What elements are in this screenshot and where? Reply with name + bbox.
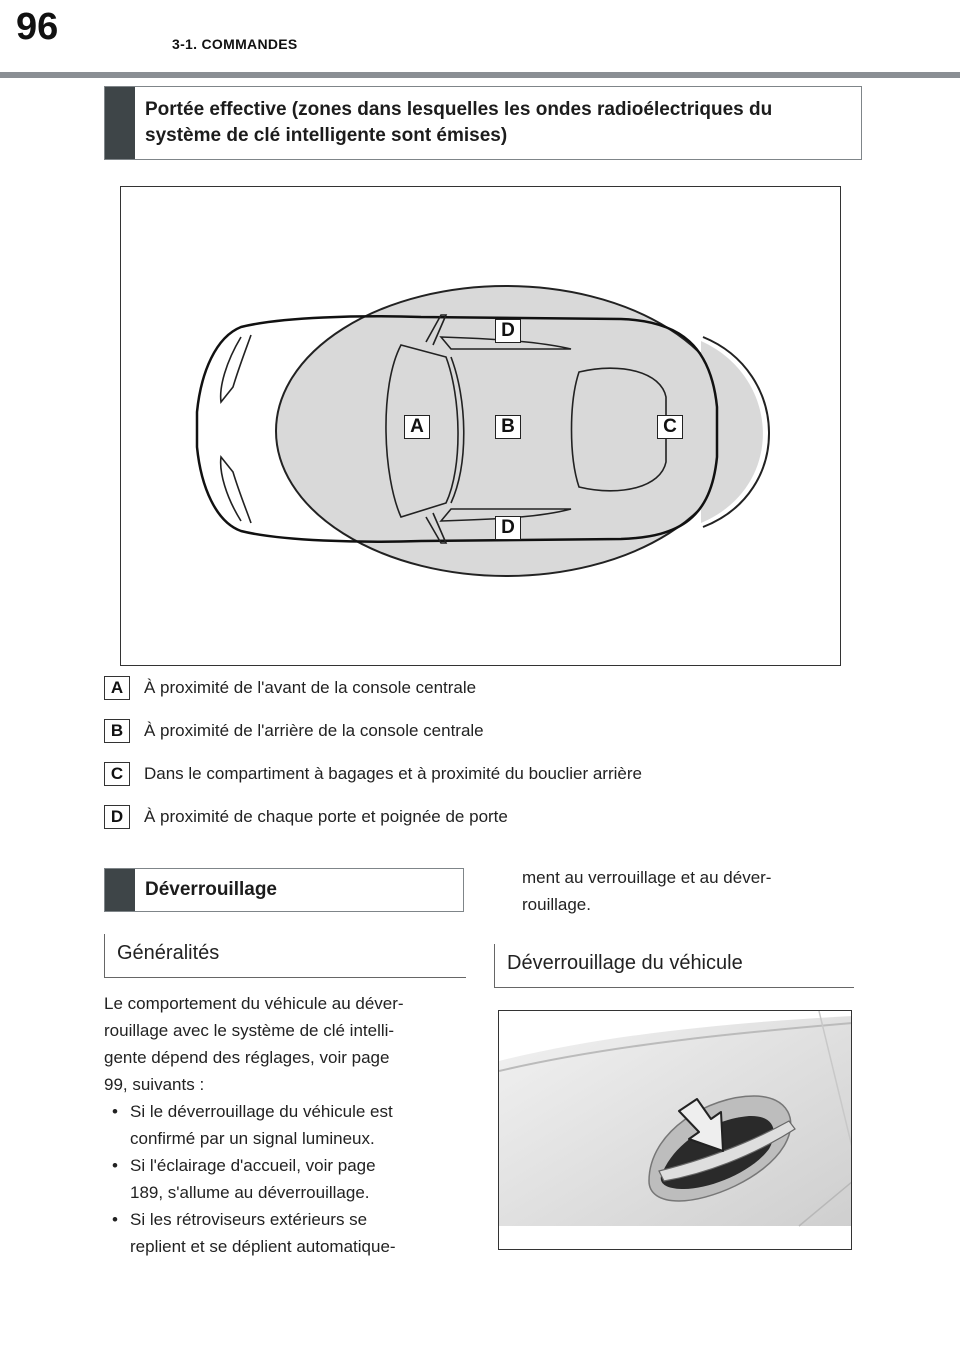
zone-label-d-top: D bbox=[495, 319, 521, 343]
legend-text: À proximité de chaque porte et poignée de porte bbox=[144, 807, 508, 826]
door-handle-photo bbox=[498, 1010, 852, 1250]
legend-key: D bbox=[104, 805, 130, 829]
bullet-dot: • bbox=[112, 1156, 118, 1175]
zone-label-c: C bbox=[657, 415, 683, 439]
chapter-title: 3-1. COMMANDES bbox=[172, 36, 298, 52]
range-figure bbox=[120, 186, 841, 666]
bullet-line: Si l'éclairage d'accueil, voir page bbox=[130, 1156, 376, 1175]
legend-key: B bbox=[104, 719, 130, 743]
zone-label-d-bottom: D bbox=[495, 516, 521, 540]
section-heading-unlock bbox=[104, 868, 464, 912]
legend-text: À proximité de l'arrière de la console centrale bbox=[144, 721, 484, 740]
intro-line: rouillage avec le système de clé intelli- bbox=[104, 1021, 395, 1040]
subheading-general: Généralités bbox=[104, 934, 466, 978]
legend-key: C bbox=[104, 762, 130, 786]
bullet-item bbox=[104, 1152, 466, 1206]
heading-bar bbox=[105, 869, 135, 911]
continuation-text bbox=[522, 864, 852, 918]
bullet-line: Si les rétroviseurs extérieurs se bbox=[130, 1210, 368, 1229]
header-rule bbox=[0, 72, 960, 78]
door-handle-illustration bbox=[499, 1011, 852, 1250]
legend-key: A bbox=[104, 676, 130, 700]
intro-line: 99, suivants : bbox=[104, 1075, 205, 1094]
bullet-item bbox=[104, 1098, 466, 1152]
subheading-unlock-vehicle: Déverrouillage du véhicule bbox=[494, 944, 854, 988]
zone-label-b: B bbox=[495, 415, 521, 439]
page-number: 96 bbox=[16, 6, 59, 48]
section-title: Portée effective (zones dans lesquelles les ondes radioélectriques du système de clé intelligente sont émises) bbox=[145, 99, 773, 146]
car-top-view-diagram bbox=[121, 187, 842, 667]
bullet-line: Si le déverrouillage du véhicule est bbox=[130, 1102, 393, 1121]
bullet-item bbox=[104, 1206, 466, 1260]
legend-text: À proximité de l'avant de la console centrale bbox=[144, 678, 477, 697]
intro-line: Le comportement du véhicule au déver- bbox=[104, 994, 404, 1013]
zone-label-a: A bbox=[404, 415, 430, 439]
signal-zone-rear-lobe bbox=[701, 341, 763, 523]
section-title: Déverrouillage bbox=[145, 879, 277, 900]
intro-line: gente dépend des réglages, voir page bbox=[104, 1048, 390, 1067]
bullet-dot: • bbox=[112, 1210, 118, 1229]
bullet-line: 189, s'allume au déverrouillage. bbox=[130, 1183, 370, 1202]
bullet-dot: • bbox=[112, 1102, 118, 1121]
bullet-line: confirmé par un signal lumineux. bbox=[130, 1129, 375, 1148]
bullet-line: replient et se déplient automatique- bbox=[130, 1237, 396, 1256]
legend-text: Dans le compartiment à bagages et à proximité du bouclier arrière bbox=[144, 764, 642, 783]
general-body bbox=[104, 990, 466, 1260]
section-heading-range bbox=[104, 86, 862, 160]
continuation-line: rouillage. bbox=[522, 895, 591, 914]
continuation-line: ment au verrouillage et au déver- bbox=[522, 868, 772, 887]
heading-bar bbox=[105, 87, 135, 159]
